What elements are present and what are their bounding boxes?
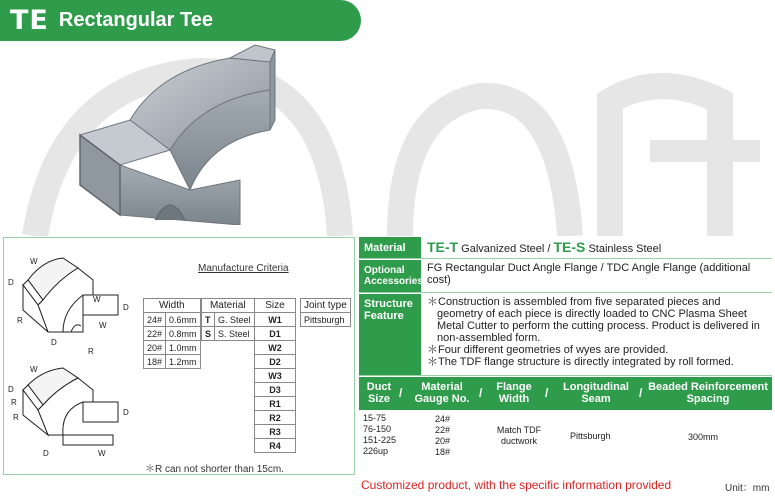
svg-text:R: R bbox=[11, 398, 17, 407]
accessories-row bbox=[359, 260, 772, 293]
svg-text:D: D bbox=[123, 408, 129, 417]
gauge-value: 18# bbox=[435, 447, 451, 457]
svg-text:R: R bbox=[17, 316, 23, 325]
flange-header: Flange Width bbox=[496, 381, 532, 405]
material-header: Material bbox=[202, 299, 255, 313]
duct-size-list bbox=[363, 413, 396, 457]
tee-diagram-top bbox=[3, 250, 138, 360]
duct-size-value: 226up bbox=[363, 446, 389, 456]
size-cell: D2 bbox=[255, 355, 296, 369]
svg-text:D: D bbox=[43, 449, 49, 458]
joint-type-cell: Pittsburgh bbox=[301, 313, 351, 327]
tee-diagram-bottom bbox=[3, 360, 138, 460]
slash-divider: / bbox=[479, 386, 483, 400]
gauge-cell: 18# bbox=[144, 355, 166, 369]
radius-note: ＊R can not shorter than 15cm. bbox=[145, 464, 284, 475]
size-header: Size bbox=[255, 299, 296, 313]
title-banner bbox=[0, 0, 361, 41]
size-cell: W1 bbox=[255, 313, 296, 327]
seam-value: Pittsburgh bbox=[570, 431, 611, 441]
svg-text:D: D bbox=[8, 385, 14, 394]
svg-text:W: W bbox=[30, 257, 38, 266]
duct-size-header: Duct Size bbox=[366, 381, 392, 405]
feature-line: ＊Four different geometries of wyes are provided. bbox=[427, 344, 669, 356]
svg-text:W: W bbox=[30, 365, 38, 374]
gauge-value: 20# bbox=[435, 436, 451, 446]
thickness-cell: 1.2mm bbox=[166, 355, 201, 369]
svg-text:W: W bbox=[93, 295, 101, 304]
duct-table-header bbox=[359, 377, 772, 410]
material-code-cell: T bbox=[202, 313, 215, 327]
size-cell: R4 bbox=[255, 439, 296, 453]
material-code-cell: S bbox=[202, 327, 215, 341]
size-cell: R3 bbox=[255, 425, 296, 439]
accessories-label: Optional Accessories bbox=[359, 260, 421, 292]
material-label: Material bbox=[359, 237, 421, 258]
svg-text:D: D bbox=[123, 303, 129, 312]
gauge-list bbox=[435, 414, 450, 458]
beaded-value: 300mm bbox=[688, 432, 719, 442]
duct-size-value: 76-150 bbox=[363, 424, 392, 434]
joint-type-table bbox=[300, 298, 351, 327]
material-table bbox=[201, 298, 255, 341]
size-cell: D3 bbox=[255, 383, 296, 397]
slash-divider: / bbox=[639, 386, 643, 400]
slash-divider: / bbox=[399, 386, 403, 400]
gauge-cell: 20# bbox=[144, 341, 166, 355]
thickness-cell: 0.6mm bbox=[166, 313, 201, 327]
duct-size-value: 151-225 bbox=[363, 435, 397, 445]
gauge-cell: 22# bbox=[144, 327, 166, 341]
joint-type-header: Joint type bbox=[301, 299, 351, 313]
svg-text:R: R bbox=[88, 347, 94, 356]
manufacture-criteria-title: Manufacture Criteria bbox=[198, 263, 289, 274]
material-text-s: Stainless Steel bbox=[585, 243, 662, 255]
seam-header: Longitudinal Seam bbox=[563, 381, 629, 405]
structure-row bbox=[359, 294, 772, 376]
size-cell: R2 bbox=[255, 411, 296, 425]
material-code-s: TE-S bbox=[553, 239, 586, 255]
size-table bbox=[254, 298, 296, 453]
thickness-cell: 0.8mm bbox=[166, 327, 201, 341]
material-row bbox=[359, 237, 772, 259]
material-code-t: TE-T bbox=[427, 239, 459, 255]
tee-3d-illustration bbox=[60, 40, 290, 225]
gauge-cell: 24# bbox=[144, 313, 166, 327]
material-value bbox=[421, 237, 772, 258]
size-cell: R1 bbox=[255, 397, 296, 411]
beaded-header: Beaded Reinforcement Spacing bbox=[648, 381, 768, 405]
material-name-cell: S. Steel bbox=[215, 327, 255, 341]
structure-label: Structure Feature bbox=[359, 294, 421, 375]
svg-text:D: D bbox=[51, 338, 57, 347]
product-title: Rectangular Tee bbox=[58, 9, 213, 31]
width-table bbox=[143, 298, 201, 369]
flange-value: Match TDF ductwork bbox=[496, 425, 542, 446]
thickness-cell: 1.0mm bbox=[166, 341, 201, 355]
material-text-t: Galvanized Steel / bbox=[458, 243, 554, 255]
feature-line: ＊Construction is assembled from five separated pieces and geometry of each piece is directly loaded to CNC Plasma Sheet Metal Cutter to perform the cutting process. Product is delivered in non-assembled form. bbox=[427, 296, 760, 344]
svg-text:R: R bbox=[13, 413, 19, 422]
gauge-value: 24# bbox=[435, 414, 451, 424]
svg-text:W: W bbox=[99, 321, 107, 330]
slash-divider: / bbox=[545, 386, 549, 400]
accessories-value: FG Rectangular Duct Angle Flange / TDC Angle Flange (additional cost) bbox=[427, 262, 751, 286]
product-code: TE bbox=[10, 5, 49, 36]
width-header: Width bbox=[144, 299, 201, 313]
duct-size-value: 15-75 bbox=[363, 413, 387, 423]
size-cell: W3 bbox=[255, 369, 296, 383]
svg-text:D: D bbox=[8, 278, 14, 287]
size-cell: D1 bbox=[255, 327, 296, 341]
gauge-header: Material Gauge No. bbox=[414, 381, 470, 405]
size-cell: W2 bbox=[255, 341, 296, 355]
feature-line: ＊The TDF flange structure is directly integrated by roll formed. bbox=[427, 356, 734, 368]
svg-text:W: W bbox=[98, 449, 106, 458]
unit-label: Unit：mm bbox=[725, 483, 770, 494]
structure-value bbox=[421, 294, 772, 375]
gauge-value: 22# bbox=[435, 425, 451, 435]
material-name-cell: G. Steel bbox=[215, 313, 255, 327]
customized-notice: Customized product, with the specific information provided bbox=[361, 478, 672, 492]
